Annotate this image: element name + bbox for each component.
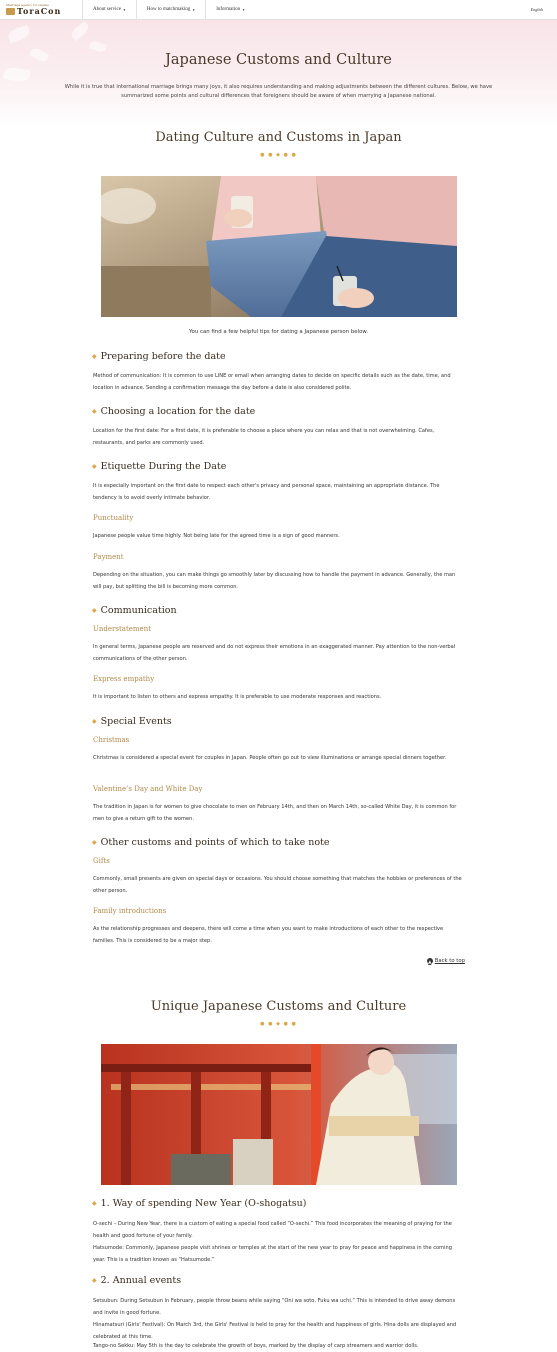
heading-etiquette bbox=[92, 461, 226, 472]
location-text: Location for the first date: For a first date, it is preferable to choose a place where you can relax and that is not overwhelming. Cafes, restaurants, and parks are commonly used. bbox=[93, 428, 435, 446]
diamond-bullet-icon: ◆ bbox=[92, 1277, 97, 1284]
subheading-punctuality: Punctuality bbox=[93, 514, 134, 522]
heading-location-label: Choosing a location for the date bbox=[100, 406, 256, 417]
diamond-bullet-icon: ◆ bbox=[92, 408, 97, 415]
new-year-text-hatsumode: Hatsumode: Commonly, Japanese people visit shrines or temples at the start of the new year to pray for peace and happiness in the coming year. This is a tradition known as “Hatsumode.” bbox=[93, 1245, 453, 1263]
subheading-gifts: Gifts bbox=[93, 857, 110, 865]
heading-annual-events bbox=[92, 1275, 181, 1286]
family-text: As the relationship progresses and deepens, there will come a time when you want to make introductions of each other to the respective families. This is considered to be a major step. bbox=[93, 926, 444, 944]
language-selector[interactable]: English bbox=[530, 7, 543, 12]
dating-intro-text: You can find a few helpful tips for dating a Japanese person below. bbox=[188, 329, 368, 335]
diamond-bullet-icon: ◆ bbox=[92, 718, 97, 725]
leaf-decoration-icon bbox=[3, 66, 31, 83]
annual-text-tango: Tango-no Sekku: May 5th is the day to celebrate the growth of boys, marked by the display of carp streamers and warrior dolls. bbox=[93, 1343, 419, 1349]
heading-other-customs-label: Other customs and points of which to take note bbox=[100, 837, 330, 848]
leaf-decoration-icon bbox=[69, 21, 91, 42]
heading-preparing bbox=[92, 351, 226, 362]
etiquette-text: It is especially important on the first date to respect each other's privacy and personal space, maintaining an appropriate distance. The tendency is to avoid overly intimate behavior. bbox=[93, 483, 440, 501]
heading-special-events-label: Special Events bbox=[100, 716, 172, 727]
heading-communication-label: Communication bbox=[100, 605, 177, 616]
heading-communication bbox=[92, 605, 177, 616]
dating-couple-photo bbox=[101, 176, 457, 317]
leaf-decoration-icon bbox=[7, 25, 32, 44]
punctuality-text: Japanese people value time highly. Not being late for the agreed time is a sign of good manners. bbox=[93, 533, 340, 539]
diamond-bullet-icon: ◆ bbox=[92, 1200, 97, 1207]
arrow-up-icon: ▲ bbox=[428, 958, 432, 964]
ornament-dots-icon: ● ● ◆ ● ● bbox=[260, 1021, 297, 1027]
subheading-understatement: Understatement bbox=[93, 625, 152, 633]
heading-new-year bbox=[92, 1198, 306, 1209]
annual-text-hinamatsuri: Hinamatsuri (Girls' Festival): On March 3rd, the Girls' Festival is held to pray for the health and happiness of girls. Hina dolls are displayed and celebrated at this time. bbox=[93, 1322, 457, 1340]
heading-other-customs bbox=[92, 837, 330, 848]
subheading-christmas: Christmas bbox=[93, 736, 130, 744]
back-to-top-link[interactable] bbox=[427, 958, 465, 964]
ornament-dots-icon: ● ● ◆ ● ● bbox=[260, 152, 297, 158]
valentine-text: The tradition in Japan is for women to give chocolate to men on February 14th, and then on March 14th, so-called White Day, it is common for men to give a return gift to the women. bbox=[93, 804, 457, 822]
new-year-text-osechi: O-sechi – During New Year, there is a custom of eating a special food called “O-sechi.” This food incorporates the meaning of praying for the health and good fortune of your family. bbox=[93, 1221, 452, 1239]
heading-new-year-label: 1. Way of spending New Year (O-shogatsu) bbox=[100, 1198, 307, 1209]
logo-text: ToraCon bbox=[17, 6, 62, 16]
nav-about-service-label: About service bbox=[93, 7, 121, 12]
caret-down-icon: ▼ bbox=[192, 7, 196, 12]
kimono-shrine-photo bbox=[101, 1044, 457, 1185]
caret-down-icon: ▼ bbox=[242, 7, 246, 12]
subheading-payment: Payment bbox=[93, 553, 124, 561]
preparing-text: Method of communication: It is common to use LINE or email when arranging dates to decide on specific details such as the date, time, and location in advance. Sending a confirmation message the day before a date is also considered polite. bbox=[93, 373, 451, 391]
hero-banner bbox=[0, 20, 557, 126]
heading-annual-events-label: 2. Annual events bbox=[100, 1275, 182, 1286]
nav-how-to-matchmaking[interactable] bbox=[136, 0, 205, 20]
subheading-empathy: Express empathy bbox=[93, 675, 155, 683]
diamond-bullet-icon: ◆ bbox=[92, 353, 97, 360]
nav-information-label: Information bbox=[216, 7, 241, 12]
logo-tagline: Marriage agency for singles bbox=[6, 3, 49, 7]
caret-down-icon: ▼ bbox=[122, 7, 126, 12]
nav-how-to-matchmaking-label: How to matchmaking bbox=[146, 7, 191, 12]
page-title: Japanese Customs and Culture bbox=[165, 52, 392, 68]
back-to-top-label: Back to top bbox=[434, 958, 465, 964]
empathy-text: It is important to listen to others and express empathy. It is preferable to use moderate responses and reactions. bbox=[93, 694, 382, 700]
heading-preparing-label: Preparing before the date bbox=[100, 351, 226, 362]
payment-text: Depending on the situation, you can make things go smoothly later by discussing how to handle the payment in advance. Generally, the man will pay, but splitting the bill is becoming more common. bbox=[93, 572, 456, 590]
subheading-valentine: Valentine’s Day and White Day bbox=[93, 785, 203, 793]
nav-information[interactable] bbox=[205, 0, 255, 20]
heading-special-events bbox=[92, 716, 172, 727]
annual-text-setsubun: Setsubun: During Setsubun in February, people throw beans while saying “Oni wa soto, Fuku wa uchi.” This is intended to drive away demons and invite in good fortune. bbox=[93, 1298, 456, 1316]
logo-mark-icon bbox=[6, 8, 15, 15]
diamond-bullet-icon: ◆ bbox=[92, 463, 97, 470]
section-title-dating: Dating Culture and Customs in Japan bbox=[155, 130, 402, 145]
subheading-family: Family introductions bbox=[93, 907, 167, 915]
heading-etiquette-label: Etiquette During the Date bbox=[100, 461, 227, 472]
diamond-bullet-icon: ◆ bbox=[92, 607, 97, 614]
top-navbar bbox=[0, 0, 557, 20]
heading-location bbox=[92, 406, 255, 417]
understatement-text: In general terms, Japanese people are reserved and do not express their emotions in an exaggerated manner. Pay attention to the non-verbal communications of the other person. bbox=[93, 644, 456, 662]
christmas-text: Christmas is considered a special event for couples in Japan. People often go out to view illuminations or arrange special dinners together. bbox=[93, 755, 447, 761]
diamond-bullet-icon: ◆ bbox=[92, 839, 97, 846]
gifts-text: Commonly, small presents are given on special days or occasions. You should choose something that matches the hobbies or preferences of the other person. bbox=[93, 876, 462, 894]
hero-description: While it is true that international marriage brings many joys, it also requires understanding and making adjustments between the different cultures. Below, we have summarized some points and cultural differences that foreigners should be aware of when marrying a Japanese national. bbox=[64, 84, 493, 99]
logo[interactable] bbox=[0, 0, 82, 20]
section-title-unique: Unique Japanese Customs and Culture bbox=[150, 999, 407, 1014]
nav-about-service[interactable] bbox=[82, 0, 136, 20]
